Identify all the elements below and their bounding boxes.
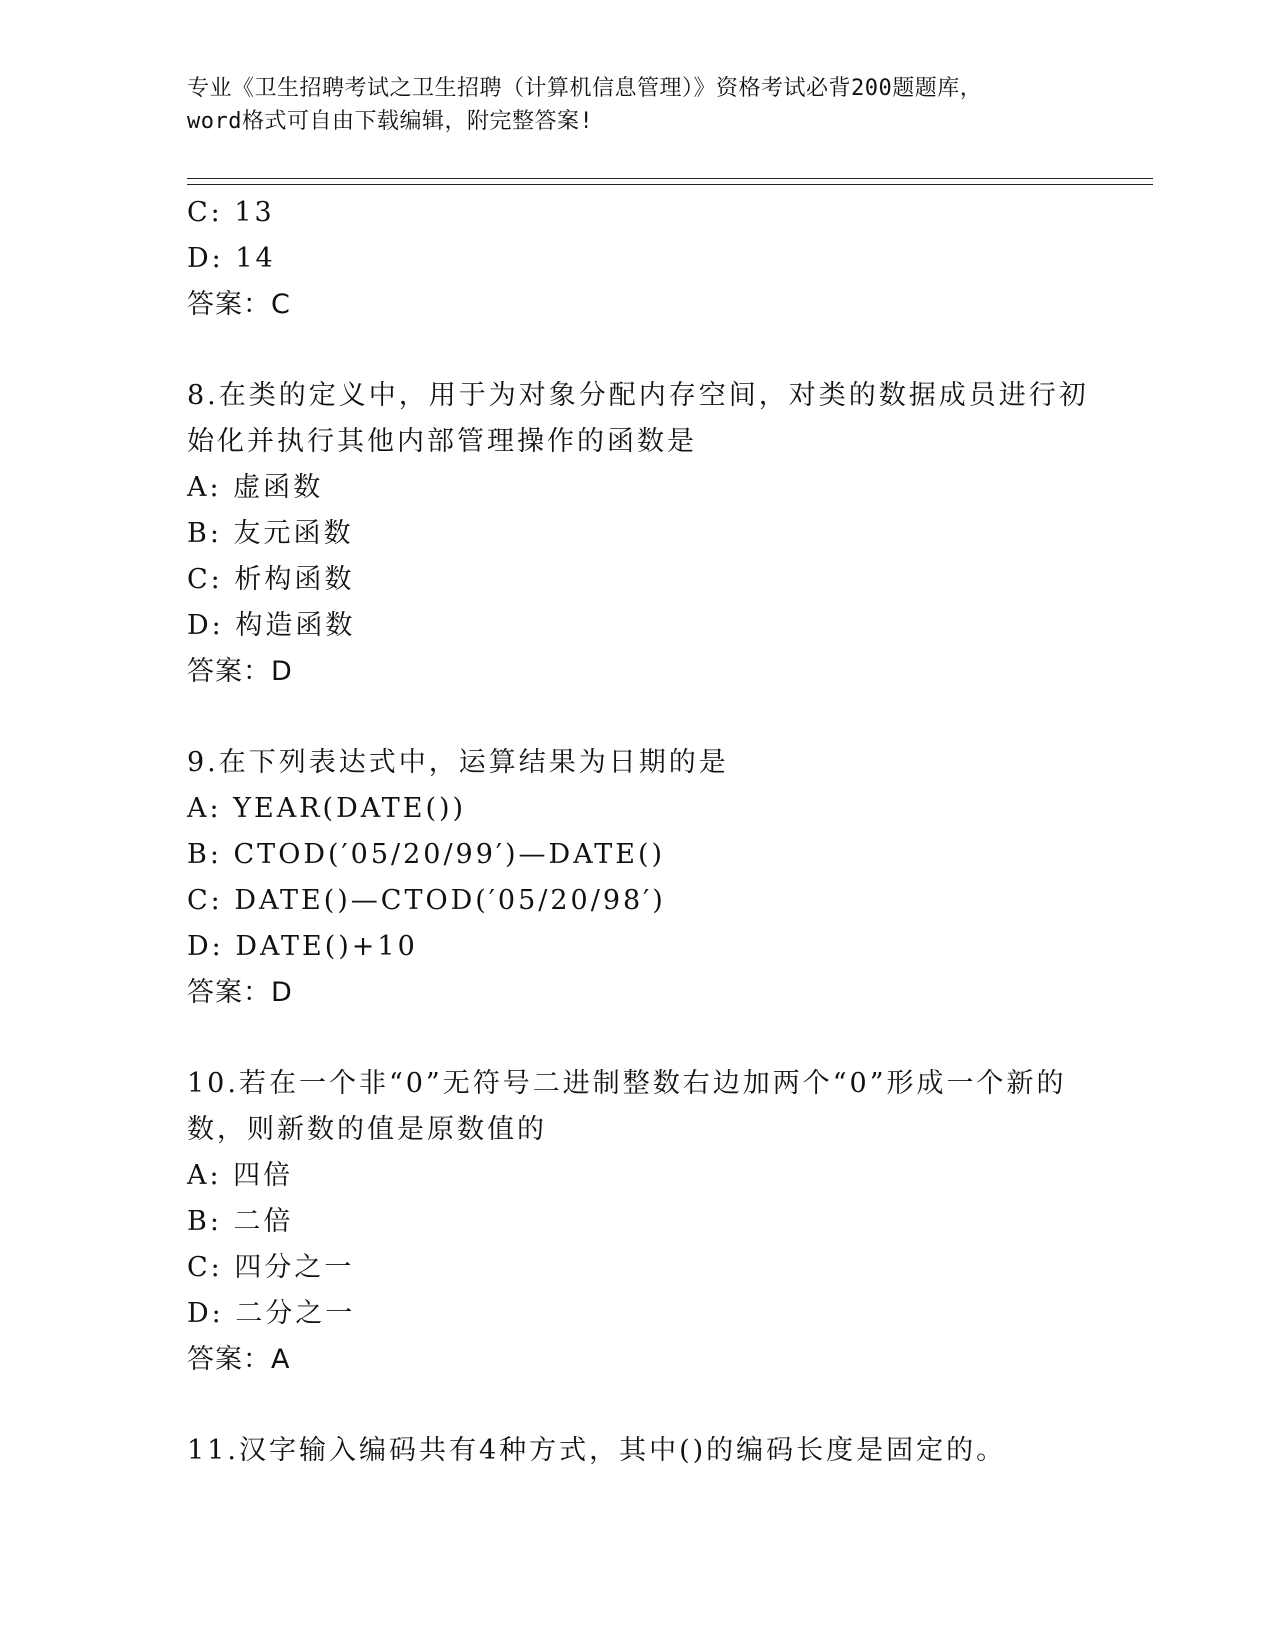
question-10-option-c: C: 四分之一: [187, 1252, 355, 1283]
question-8-option-d: D: 构造函数: [187, 610, 356, 641]
question-9-option-d: D: DATE()+10: [187, 931, 418, 962]
question-10-option-d: D: 二分之一: [187, 1298, 356, 1329]
document-header: [187, 72, 1067, 138]
question-8-answer: 答案：D: [187, 656, 293, 687]
question-9-option-c: C: DATE()—CTOD(′05/20/98′): [187, 885, 666, 916]
question-list: [187, 190, 1087, 1474]
question-10-stem-cont: 数，则新数的值是原数值的: [187, 1114, 547, 1145]
question-11-stem: 11.汉字输入编码共有4种方式，其中()的编码长度是固定的。: [187, 1435, 1007, 1466]
question-9-option-b: B: CTOD(′05/20/99′)—DATE(): [187, 839, 666, 870]
question-8-stem-cont: 始化并执行其他内部管理操作的函数是: [187, 426, 697, 457]
question-8-option-b: B: 友元函数: [187, 518, 354, 549]
question-10-stem: 10.若在一个非“0”无符号二进制整数右边加两个“0”形成一个新的: [187, 1068, 1067, 1099]
question-9-answer: 答案：D: [187, 977, 293, 1008]
question-10-answer: 答案：A: [187, 1344, 291, 1375]
header-title-line-2: word格式可自由下载编辑，附完整答案!: [187, 109, 594, 134]
question-8-option-c: C: 析构函数: [187, 564, 355, 595]
question-9-stem: 9.在下列表达式中，运算结果为日期的是: [187, 747, 729, 778]
question-9-option-a: A: YEAR(DATE()): [187, 793, 467, 824]
answer-line: 答案：C: [187, 289, 291, 320]
header-divider-top: [187, 178, 1153, 179]
question-8-stem: 8.在类的定义中，用于为对象分配内存空间，对类的数据成员进行初: [187, 380, 1089, 411]
question-10-option-a: A: 四倍: [187, 1160, 294, 1191]
question-10-option-b: B: 二倍: [187, 1206, 294, 1237]
option-d: D: 14: [187, 243, 276, 274]
header-divider-bottom: [187, 184, 1153, 185]
option-c: C: 13: [187, 197, 275, 228]
header-title-line-1: 专业《卫生招聘考试之卫生招聘（计算机信息管理）》资格考试必背200题题库，: [187, 76, 983, 101]
question-8-option-a: A: 虚函数: [187, 472, 324, 503]
